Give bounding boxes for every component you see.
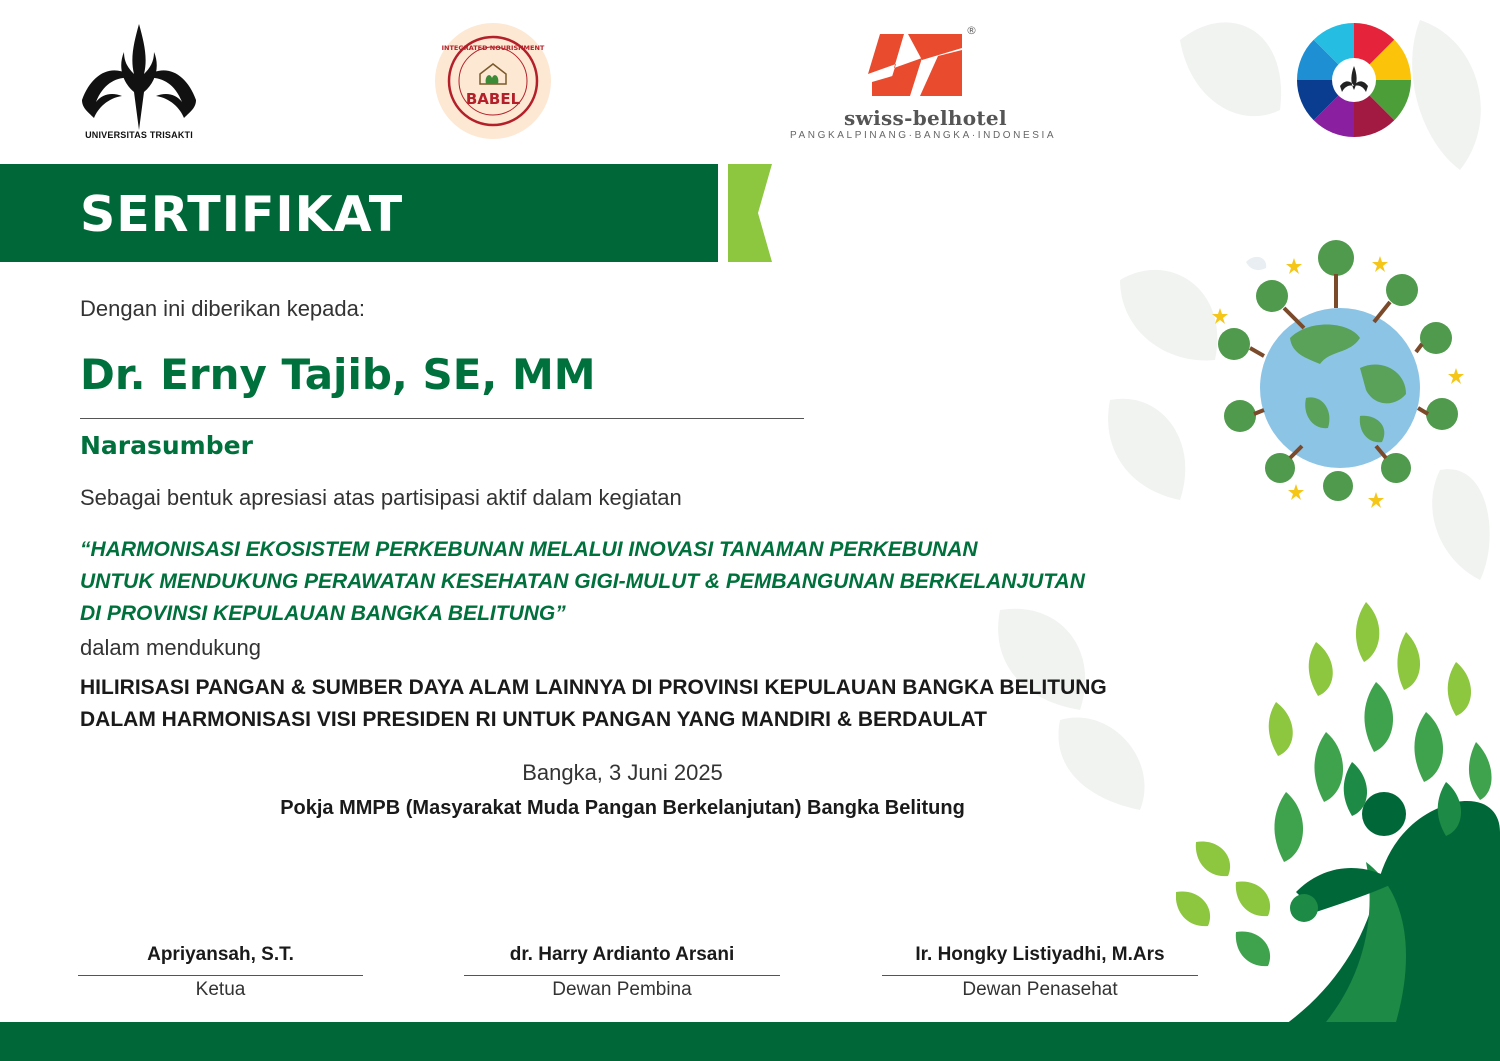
sdg-wheel-logo (1296, 22, 1412, 138)
signatory-title: Ketua (195, 979, 246, 1000)
swiss-brand-name: swiss-belhotel (844, 106, 1007, 130)
recipient-role: Narasumber (80, 431, 253, 460)
event-title-line: “HARMONISASI EKOSISTEM PERKEBUNAN MELALUI INOVASI TANAMAN PERKEBUNAN (80, 538, 978, 561)
recipient-underline (80, 418, 804, 419)
goal-line: HILIRISASI PANGAN & SUMBER DAYA ALAM LAINNYA DI PROVINSI KEPULAUAN BANGKA BELITUNG (80, 676, 1107, 699)
signature-line (882, 975, 1198, 976)
signatory-name: Apriyansah, S.T. (147, 944, 294, 965)
signatory-name: dr. Harry Ardianto Arsani (509, 944, 735, 965)
trisakti-logo (78, 22, 200, 144)
babel-ring-text: INTEGRATED NOURISHMENT (441, 44, 545, 52)
signature-line (78, 975, 363, 976)
globe-trees-illustration (1210, 238, 1472, 508)
event-title-line: UNTUK MENDUKUNG PERAWATAN KESEHATAN GIGI-MULUT & PEMBANGUNAN BERKELANJUTAN (80, 570, 1085, 593)
trisakti-caption: UNIVERSITAS TRISAKTI (85, 130, 193, 140)
signatory-title: Dewan Penasehat (962, 979, 1118, 1000)
organizer-name: Pokja MMPB (Masyarakat Muda Pangan Berkelanjutan) Bangka Belitung (280, 797, 965, 819)
registered-mark: ® (966, 24, 977, 37)
appreciation-text: Sebagai bentuk apresiasi atas partisipasi aktif dalam kegiatan (80, 485, 682, 510)
signatory-name: Ir. Hongky Listiyadhi, M.Ars (915, 944, 1165, 965)
place-date: Bangka, 3 Juni 2025 (522, 760, 723, 785)
footer-bar (0, 1022, 1500, 1061)
tree-person-illustration (1176, 592, 1500, 1061)
recipient-name: Dr. Erny Tajib, SE, MM (80, 350, 596, 399)
babel-logo (434, 22, 552, 140)
certificate-title: SERTIFIKAT (80, 186, 404, 243)
signature-line (464, 975, 780, 976)
signature-block-advisor (882, 944, 1198, 1001)
signatory-title: Dewan Pembina (552, 979, 692, 1000)
signature-block-chair (78, 944, 363, 1001)
banner-accent-tab (728, 164, 772, 262)
goal-statement (80, 672, 1107, 736)
event-title-line: DI PROVINSI KEPULAUAN BANGKA BELITUNG” (80, 602, 566, 625)
babel-name: BABEL (465, 90, 521, 108)
given-to-label: Dengan ini diberikan kepada: (80, 296, 365, 321)
signature-block-patron (464, 944, 780, 1001)
swiss-belhotel-logo (786, 20, 1056, 145)
support-label: dalam mendukung (80, 635, 262, 660)
swiss-location: PANGKALPINANG·BANGKA·INDONESIA (790, 130, 1057, 141)
event-title (80, 534, 1085, 630)
goal-line: DALAM HARMONISASI VISI PRESIDEN RI UNTUK PANGAN YANG MANDIRI & BERDAULAT (80, 708, 987, 731)
